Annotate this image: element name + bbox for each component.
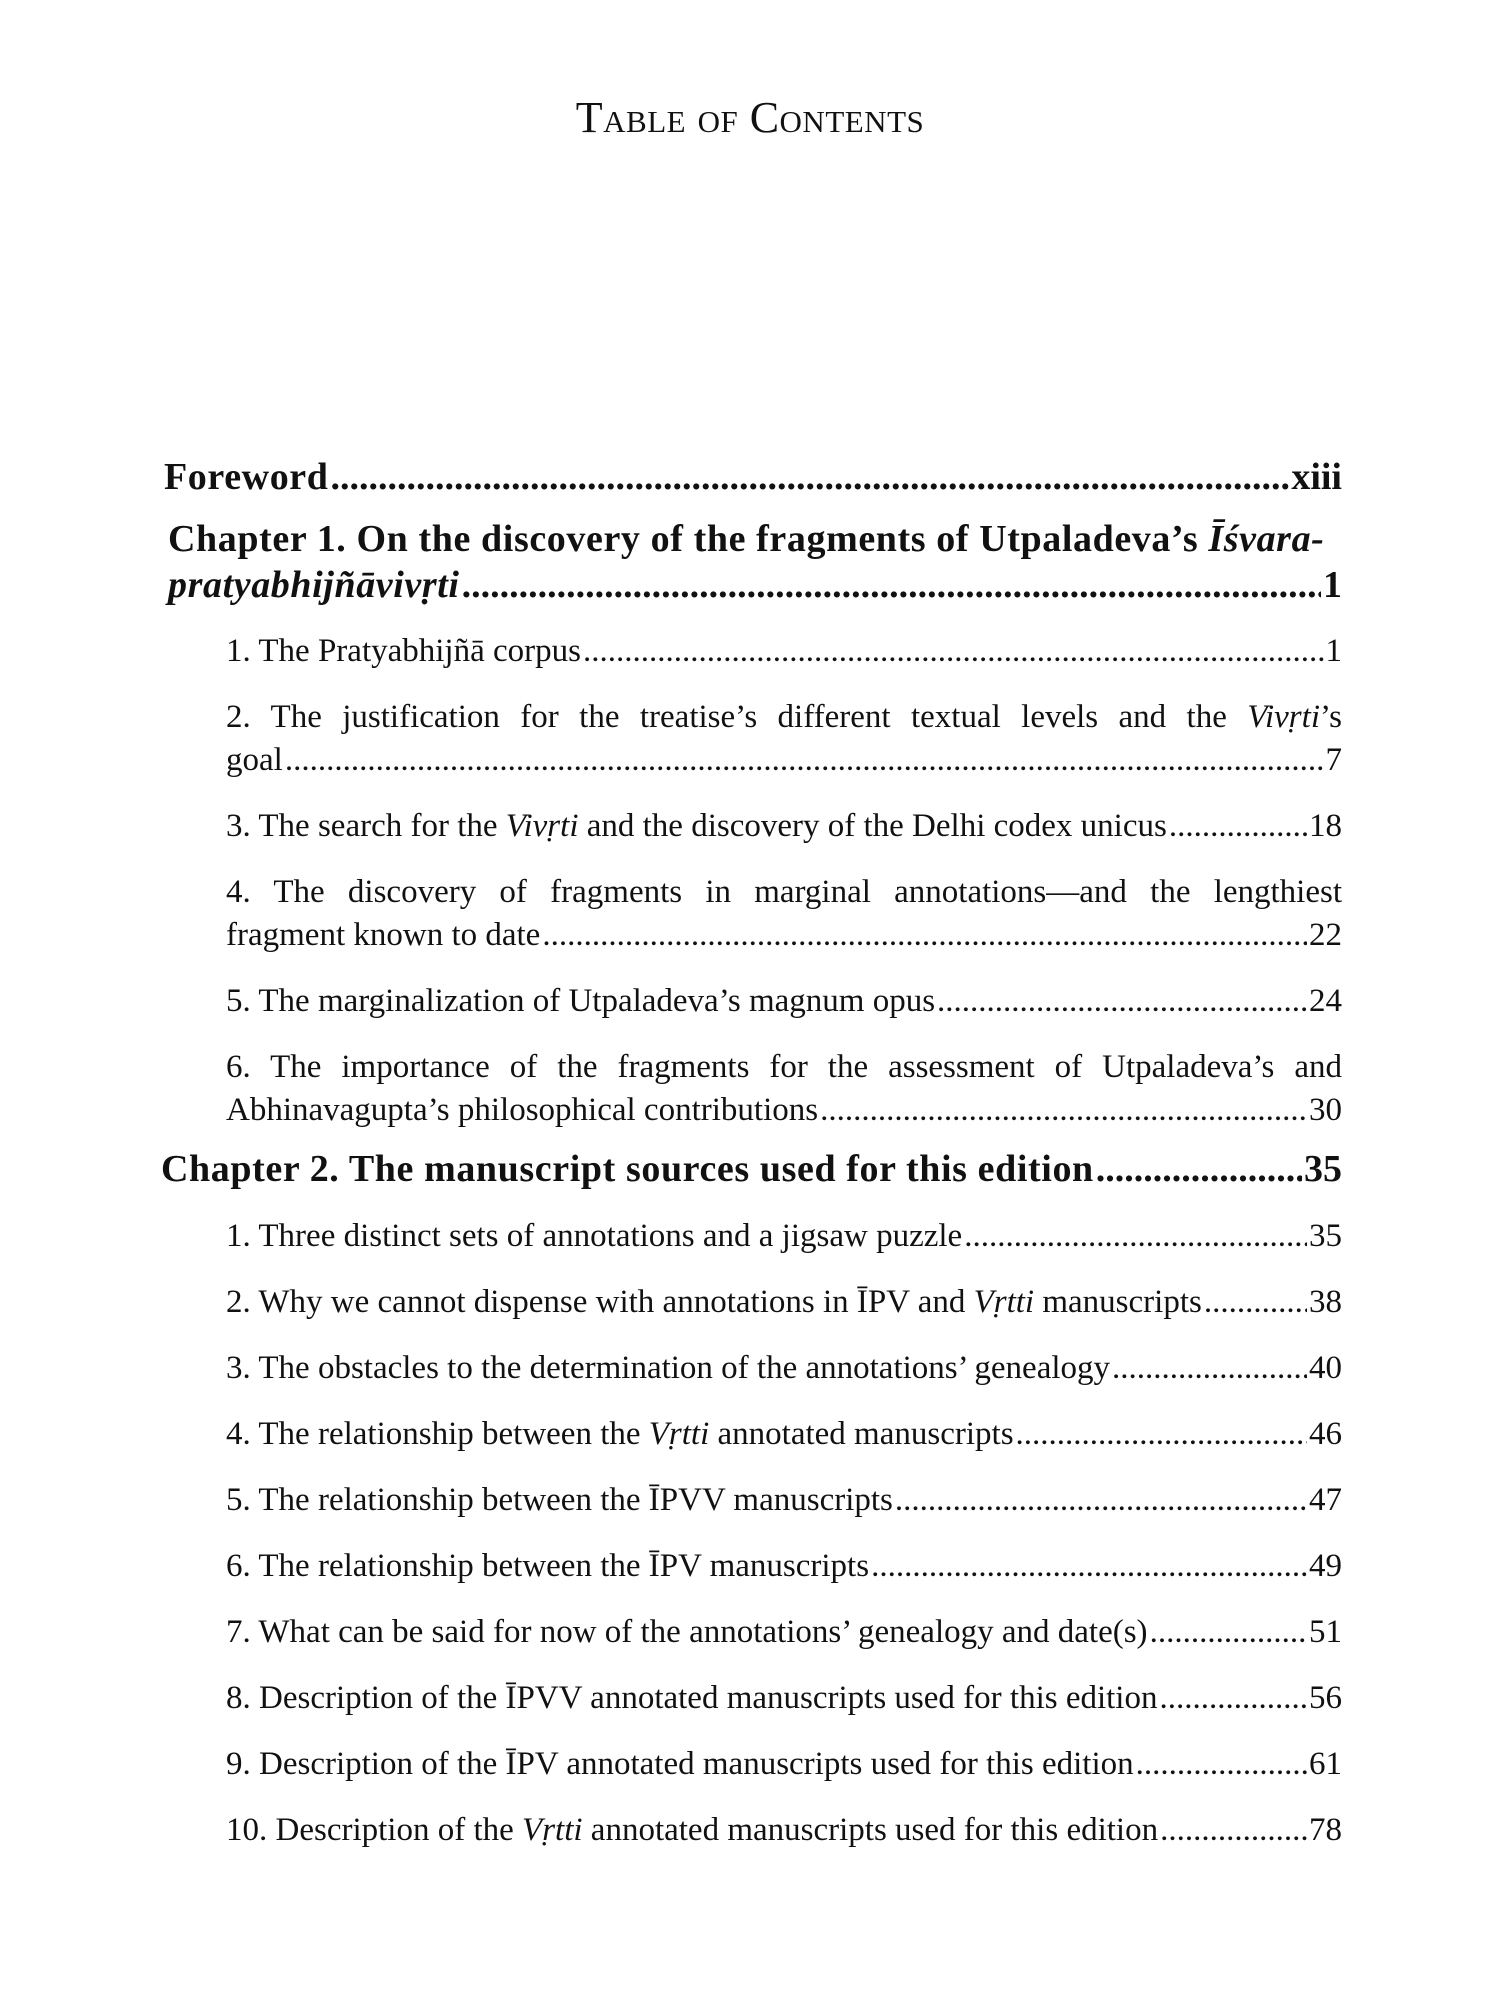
section-label: 1. The Pratyabhijñā corpus: [226, 633, 581, 669]
dot-leader: [542, 917, 1307, 954]
dot-leader: [1159, 1680, 1307, 1717]
toc-section-2-6[interactable]: [226, 1548, 1342, 1585]
table-of-contents: [161, 455, 1342, 1849]
toc-section-1-1[interactable]: [226, 633, 1342, 670]
toc-section-1-4[interactable]: [226, 874, 1342, 954]
section-label-suffix: ’s: [1319, 699, 1342, 735]
section-label-line: [226, 699, 1342, 736]
section-page: 47: [1309, 1482, 1342, 1518]
toc-section-2-10[interactable]: [226, 1812, 1342, 1849]
toc-section-1-2[interactable]: [226, 699, 1342, 779]
section-label: 3. The search for the: [226, 808, 506, 844]
section-label: 5. The marginalization of Utpaladeva’s magnum opus: [226, 983, 936, 1019]
section-page: 46: [1309, 1416, 1342, 1452]
chapter-title-italic: Īśvara-: [1208, 518, 1325, 560]
section-page: 56: [1309, 1680, 1342, 1716]
page-title: Table of Contents: [575, 93, 925, 142]
section-label-cont: fragment known to date: [226, 917, 541, 953]
section-page: 38: [1309, 1284, 1342, 1320]
section-page: 22: [1309, 917, 1342, 953]
section-label: 9. Description of the ĪPV annotated manuscripts used for this edition: [226, 1746, 1134, 1782]
section-label-italic: Vivṛti: [505, 808, 579, 844]
section-label-suffix: and the discovery of the Delhi codex unicus: [578, 808, 1167, 844]
toc-entry-page: 1: [1323, 564, 1342, 606]
section-page: 51: [1309, 1614, 1342, 1650]
section-label-italic: Vṛtti: [648, 1416, 710, 1452]
toc-entry-foreword[interactable]: [164, 455, 1342, 515]
section-label: 7. What can be said for now of the annotations’ genealogy and date(s): [226, 1614, 1148, 1650]
section-label: 2. Why we cannot dispense with annotations in ĪPV and: [226, 1284, 974, 1320]
dot-leader: [1096, 1147, 1302, 1191]
section-label: 4. The discovery of fragments in marginal annotations—and the lengthiest: [226, 874, 1342, 910]
toc-entry-chapter-2[interactable]: [161, 1147, 1342, 1191]
section-label: 10. Description of the: [226, 1812, 523, 1848]
section-page: 35: [1309, 1218, 1342, 1254]
section-page: 49: [1309, 1548, 1342, 1584]
toc-entry-label: Chapter 2. The manuscript sources used for this edition: [161, 1148, 1094, 1190]
section-page: 7: [1325, 742, 1342, 778]
section-page: 18: [1309, 808, 1342, 844]
section-label-suffix: annotated manuscripts used for this edition: [582, 1812, 1159, 1848]
dot-leader: [871, 1548, 1307, 1585]
section-label-italic: Vṛtti: [973, 1284, 1035, 1320]
toc-section-1-5[interactable]: [226, 983, 1342, 1020]
section-label: 5. The relationship between the ĪPVV manuscripts: [226, 1482, 893, 1518]
section-label: 1. Three distinct sets of annotations and a jigsaw puzzle: [226, 1218, 963, 1254]
dot-leader: [583, 633, 1324, 670]
section-page: 24: [1309, 983, 1342, 1019]
chapter-title-line: [168, 517, 1342, 561]
toc-section-2-8[interactable]: [226, 1680, 1342, 1717]
dot-leader: [1160, 1812, 1307, 1849]
toc-section-1-6[interactable]: [226, 1049, 1342, 1129]
chapter-title-text: Chapter 1. On the discovery of the fragments of Utpaladeva’s: [168, 518, 1209, 560]
dot-leader: [1136, 1746, 1307, 1783]
section-page: 30: [1309, 1092, 1342, 1128]
toc-section-2-4[interactable]: [226, 1416, 1342, 1453]
section-label: 4. The relationship between the: [226, 1416, 649, 1452]
toc-entry-page: 35: [1304, 1148, 1342, 1190]
section-page: 1: [1325, 633, 1342, 669]
section-label: 3. The obstacles to the determination of the annotations’ genealogy: [226, 1350, 1111, 1386]
toc-section-2-2[interactable]: [226, 1284, 1342, 1321]
dot-leader: [1169, 808, 1307, 845]
section-label: 6. The importance of the fragments for the assessment of Utpaladeva’s and: [226, 1049, 1342, 1085]
dot-leader: [462, 563, 1321, 607]
toc-entry-chapter-1[interactable]: [168, 517, 1342, 607]
section-label: 8. Description of the ĪPVV annotated manuscripts used for this edition: [226, 1680, 1158, 1716]
chapter-title-italic-cont: pratyabhijñāvivṛti: [168, 564, 460, 606]
toc-section-2-3[interactable]: [226, 1350, 1342, 1387]
section-label-cont: goal: [226, 742, 283, 778]
section-page: 40: [1309, 1350, 1342, 1386]
dot-leader: [331, 455, 1290, 499]
section-label: 6. The relationship between the ĪPV manuscripts: [226, 1548, 870, 1584]
dot-leader: [1112, 1350, 1307, 1387]
dot-leader: [895, 1482, 1307, 1519]
section-label-suffix: annotated manuscripts: [709, 1416, 1014, 1452]
section-label: 2. The justification for the treatise’s different textual levels and the: [226, 699, 1248, 735]
toc-entry-page: xiii: [1291, 456, 1342, 498]
toc-entry-label: Foreword: [164, 456, 329, 498]
section-label-cont: Abhinavagupta’s philosophical contributions: [226, 1092, 819, 1128]
dot-leader: [937, 983, 1307, 1020]
dot-leader: [1150, 1614, 1307, 1651]
dot-leader: [1204, 1284, 1307, 1321]
section-label-italic: Vṛtti: [522, 1812, 583, 1848]
toc-section-2-7[interactable]: [226, 1614, 1342, 1651]
section-label-italic: Vivṛti: [1247, 699, 1320, 735]
section-label-suffix: manuscripts: [1034, 1284, 1202, 1320]
dot-leader: [1016, 1416, 1307, 1453]
toc-section-2-1[interactable]: [226, 1218, 1342, 1255]
dot-leader: [285, 742, 1324, 779]
toc-section-2-9[interactable]: [226, 1746, 1342, 1783]
toc-section-1-3[interactable]: [226, 808, 1342, 845]
section-page: 61: [1309, 1746, 1342, 1782]
dot-leader: [820, 1092, 1307, 1129]
section-page: 78: [1309, 1812, 1342, 1848]
dot-leader: [964, 1218, 1307, 1255]
toc-section-2-5[interactable]: [226, 1482, 1342, 1519]
